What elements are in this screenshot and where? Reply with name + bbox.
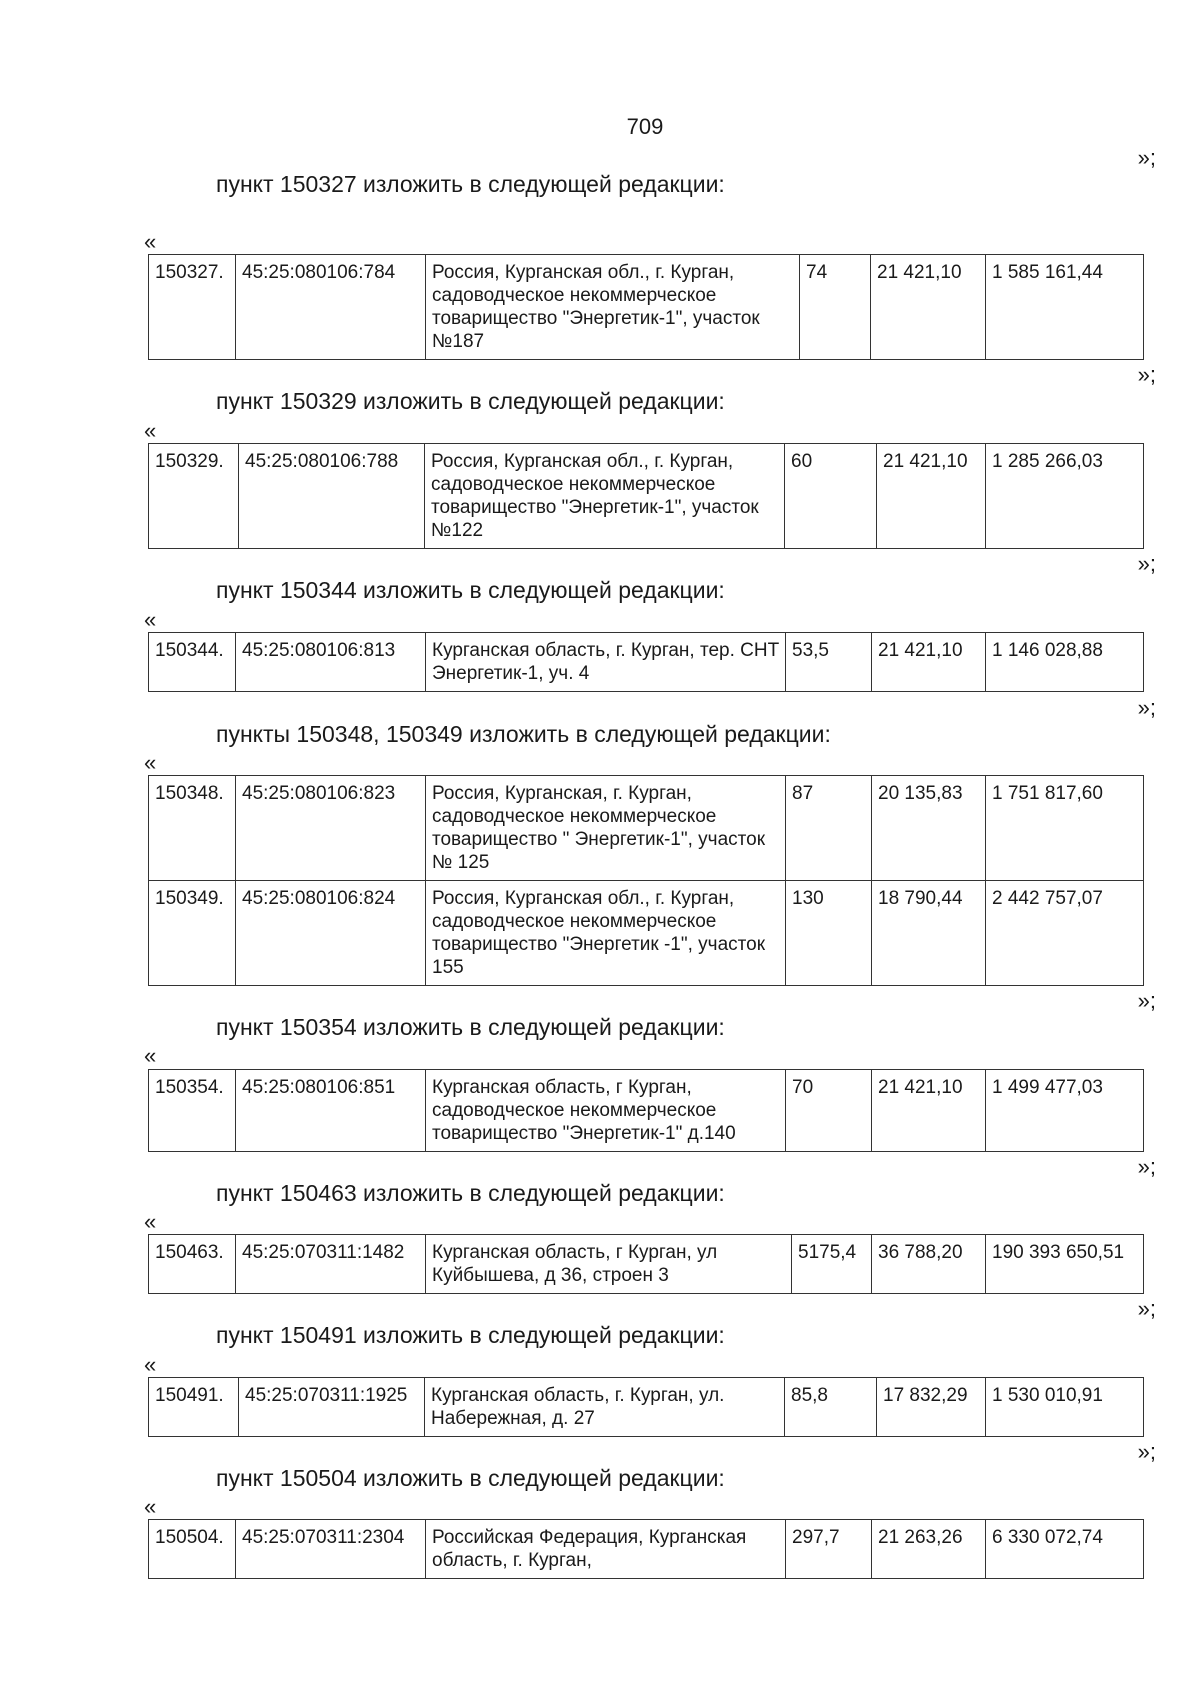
section-heading: пункт 150327 изложить в следующей редакции: [216,171,725,197]
rate: 21 421,10 [871,255,986,360]
row-number: 150491. [149,1378,239,1437]
table-row [149,444,1144,549]
address: Курганская область, г. Курган, тер. СНТ Энергетик-1, уч. 4 [426,633,786,692]
closing-quote: »; [1137,1439,1156,1464]
entry-table [148,1377,1144,1437]
address: Российская Федерация, Курганская область, г. Курган, [426,1520,786,1579]
closing-quote: »; [1137,988,1156,1013]
row-number: 150463. [149,1235,236,1294]
area: 5175,4 [792,1235,872,1294]
closing-quote: »; [1137,1154,1156,1179]
cadastral-value: 1 499 477,03 [986,1070,1144,1152]
row-number: 150354. [149,1070,236,1152]
row-number: 150344. [149,633,236,692]
rate: 21 421,10 [872,633,986,692]
cadastral-number: 45:25:070311:1925 [239,1378,425,1437]
cadastral-value: 190 393 650,51 [986,1235,1144,1294]
rate: 17 832,29 [877,1378,986,1437]
address: Россия, Курганская, г. Курган, садоводческое некоммерческое товарищество " Энергетик-1", участок № 125 [426,776,786,881]
section-heading: пункт 150329 изложить в следующей редакции: [216,388,725,414]
cadastral-value: 1 530 010,91 [986,1378,1144,1437]
address: Россия, Курганская обл., г. Курган, садоводческое некоммерческое товарищество "Энергетик -1", участок 155 [426,881,786,986]
opening-quote: « [144,418,157,443]
opening-quote: « [144,229,157,254]
closing-quote: »; [1137,145,1156,170]
table-row [149,1070,1144,1152]
entry-table [148,1234,1144,1294]
rate: 20 135,83 [872,776,986,881]
table-row [149,633,1144,692]
section-heading: пункты 150348, 150349 изложить в следующей редакции: [216,721,831,747]
cadastral-number: 45:25:070311:1482 [236,1235,426,1294]
cadastral-number: 45:25:070311:2304 [236,1520,426,1579]
cadastral-number: 45:25:080106:788 [239,444,425,549]
cadastral-number: 45:25:080106:813 [236,633,426,692]
address: Россия, Курганская обл., г. Курган, садоводческое некоммерческое товарищество "Энергетик-1", участок №122 [425,444,785,549]
table-row [149,1235,1144,1294]
row-number: 150329. [149,444,239,549]
area: 297,7 [786,1520,872,1579]
opening-quote: « [144,750,157,775]
page-number: 709 [626,114,664,139]
cadastral-value: 1 285 266,03 [986,444,1144,549]
address: Россия, Курганская обл., г. Курган, садоводческое некоммерческое товарищество "Энергетик-1", участок №187 [426,255,800,360]
entry-table [148,254,1144,360]
area: 70 [786,1070,872,1152]
rate: 21 421,10 [872,1070,986,1152]
table-row [149,881,1144,986]
row-number: 150504. [149,1520,236,1579]
row-number: 150349. [149,881,236,986]
area: 130 [786,881,872,986]
cadastral-value: 1 751 817,60 [986,776,1144,881]
row-number: 150327. [149,255,236,360]
section-heading: пункт 150491 изложить в следующей редакции: [216,1322,725,1348]
entry-table [148,1519,1144,1579]
table-row [149,1520,1144,1579]
cadastral-number: 45:25:080106:824 [236,881,426,986]
closing-quote: »; [1137,362,1156,387]
cadastral-value: 6 330 072,74 [986,1520,1144,1579]
opening-quote: « [144,1494,157,1519]
table-row [149,776,1144,881]
cadastral-value: 1 146 028,88 [986,633,1144,692]
area: 85,8 [785,1378,877,1437]
opening-quote: « [144,607,157,632]
cadastral-value: 1 585 161,44 [986,255,1144,360]
opening-quote: « [144,1352,157,1377]
opening-quote: « [144,1043,157,1068]
entry-table [148,443,1144,549]
entry-table [148,775,1144,986]
address: Курганская область, г. Курган, ул. Набережная, д. 27 [425,1378,785,1437]
address: Курганская область, г Курган, садоводческое некоммерческое товарищество "Энергетик-1" д.140 [426,1070,786,1152]
area: 60 [785,444,877,549]
row-number: 150348. [149,776,236,881]
section-heading: пункт 150344 изложить в следующей редакции: [216,577,725,603]
entry-table [148,632,1144,692]
area: 87 [786,776,872,881]
rate: 36 788,20 [872,1235,986,1294]
closing-quote: »; [1137,695,1156,720]
section-heading: пункт 150504 изложить в следующей редакции: [216,1465,725,1491]
cadastral-value: 2 442 757,07 [986,881,1144,986]
section-heading: пункт 150354 изложить в следующей редакции: [216,1014,725,1040]
closing-quote: »; [1137,551,1156,576]
cadastral-number: 45:25:080106:823 [236,776,426,881]
area: 53,5 [786,633,872,692]
rate: 18 790,44 [872,881,986,986]
closing-quote: »; [1137,1296,1156,1321]
table-row [149,1378,1144,1437]
area: 74 [800,255,871,360]
address: Курганская область, г Курган, ул Куйбышева, д 36, строен 3 [426,1235,792,1294]
rate: 21 263,26 [872,1520,986,1579]
rate: 21 421,10 [877,444,986,549]
cadastral-number: 45:25:080106:784 [236,255,426,360]
opening-quote: « [144,1209,157,1234]
table-row [149,255,1144,360]
cadastral-number: 45:25:080106:851 [236,1070,426,1152]
entry-table [148,1069,1144,1152]
section-heading: пункт 150463 изложить в следующей редакции: [216,1180,725,1206]
